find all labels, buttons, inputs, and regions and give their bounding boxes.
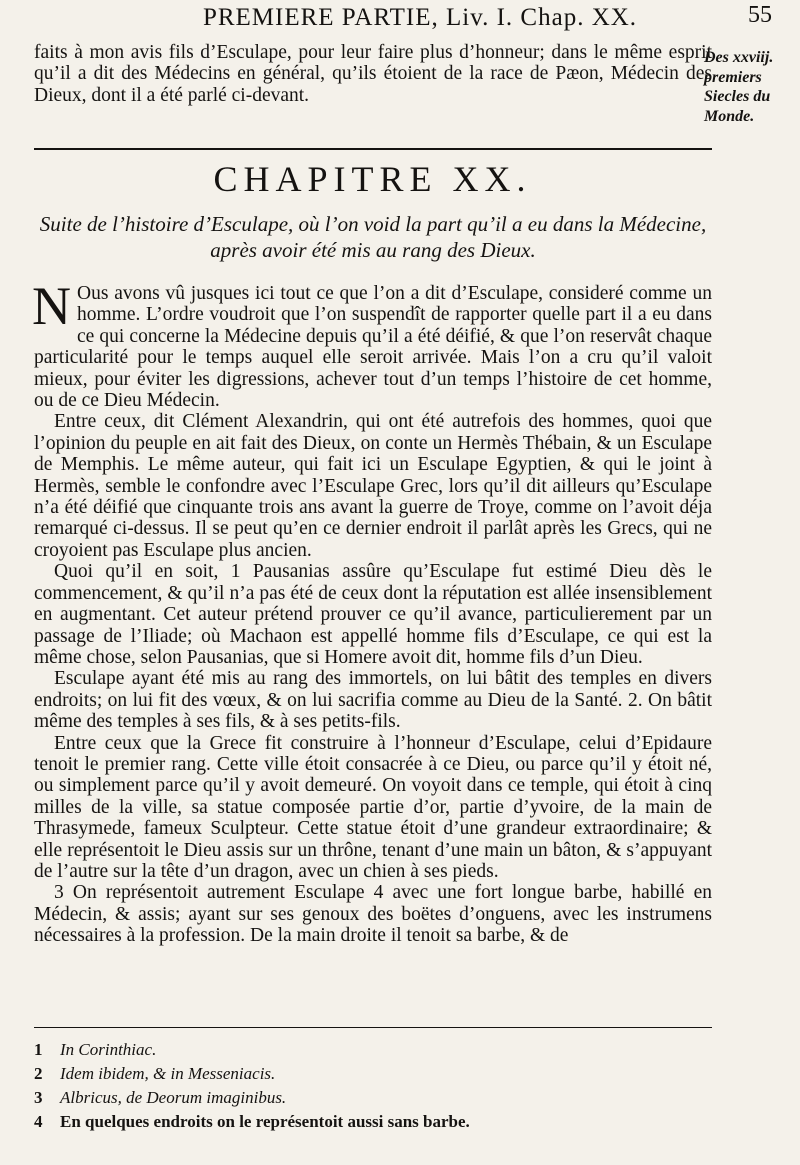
- paragraph-4: Esculape ayant été mis au rang des immortels, on lui bâtit des temples en divers endroits; on lui fit des vœux, & on lui sacrifia comme au Dieu de la Santé. 2. On bâtit même des temples à ses fils, & à ses petits-fils.: [34, 668, 712, 733]
- page-number: 55: [748, 2, 772, 28]
- chapter-title: CHAPITRE XX.: [213, 159, 532, 199]
- paragraph-3: Quoi qu’il en soit, 1 Pausanias assûre qu’Esculape fut estimé Dieu dès le commencement, & qu’il n’a pas été de ceux dont la réputation est allée insensiblement en augmentant. Cet auteur prétend prouver ce qu’il avance, particulierement par un passage de l’Iliade; où Machaon est appellé homme fils d’Esculape, ce qui est la même chose, selon Pausanias, que si Homere avoit dit, homme fils d’un Dieu.: [34, 561, 712, 668]
- footnote-text: Albricus, de Deorum imaginibus.: [60, 1088, 287, 1107]
- intro-text: faits à mon avis fils d’Esculape, pour leur faire plus d’honneur; dans le même esprit qu’il a dit des Médecins en général, qu’ils étoient de la race de Pæon, Médecin des Dieux, dont il a été parlé ci-devant.: [34, 42, 712, 106]
- footnote: [34, 1110, 712, 1134]
- footnotes: [34, 1038, 712, 1134]
- chapter-body: [32, 276, 712, 947]
- drop-cap: N: [32, 276, 71, 336]
- footnote-text: En quelques endroits on le représentoit aussi sans barbe.: [60, 1112, 470, 1131]
- footnote: [34, 1086, 712, 1110]
- footnote: [34, 1062, 712, 1086]
- margin-note: Des xxviij. premiers Siecles du Monde.: [704, 49, 774, 125]
- footnote-text: Idem ibidem, & in Messeniacis.: [60, 1064, 276, 1083]
- footnote-number: 2: [34, 1064, 43, 1083]
- footnote: [34, 1038, 712, 1062]
- paragraph-1-text: Ous avons vû jusques ici tout ce que l’on a dit d’Esculape, consideré comme un homme. L’ordre voudroit que l’on suspendît de rapporter quelle part il a eu dans ce qui concerne la Médecine depuis qu’il a été déifié, & que l’on reservât chaque particularité pour le temps auquel elle seroit arrivée. Mais l’on a cru qu’il valoit mieux, pour éviter les digressions, achever tout d’un temps l’histoire de cet homme, ou de ce Dieu Médecin.: [34, 283, 712, 412]
- chapter-subtitle: Suite de l’histoire d’Esculape, où l’on void la part qu’il a eu dans la Médecine, après avoir été mis au rang des Dieux.: [39, 212, 707, 262]
- paragraph-2: Entre ceux, dit Clément Alexandrin, qui ont été autrefois des hommes, quoi que l’opinion du peuple en ait fait des Dieux, on conte un Hermès Thébain, & un Esculape de Memphis. Le même auteur, qui fait ici un Esculape Egyptien, & qui le joint à Hermès, semble le confondre avec l’Esculape Grec, lors qu’il dit ailleurs qu’Esculape n’a été déifié que cinquante trois ans avant la guerre de Troye, comme on l’avoit déja remarqué ci-dessus. Il se peut qu’en ce dernier endroit il parlât après les Grecs, qui ne croyoient pas Esculape plus ancien.: [34, 411, 712, 561]
- running-head: PREMIERE PARTIE, Liv. I. Chap. XX.: [202, 4, 638, 31]
- footnote-number: 1: [34, 1040, 43, 1059]
- footnote-number: 3: [34, 1088, 43, 1107]
- top-rule: [34, 148, 712, 150]
- paragraph-5: Entre ceux que la Grece fit construire à l’honneur d’Esculape, celui d’Epidaure tenoit le premier rang. Cette ville étoit consacrée à ce Dieu, ou parce qu’il y étoit né, ou simplement parce qu’il y avoit demeuré. On voyoit dans ce temple, qui étoit à cinq milles de la ville, sa statue composée partie d’or, partie d’yvoire, de la main de Thrasymede, fameux Sculpteur. Cette statue étoit d’une grandeur extraordinaire; & elle représentoit le Dieu assis sur un thrône, tenant d’une main un bâton, & s’appuyant de l’autre sur la tête d’un dragon, avec un chien à ses pieds.: [34, 732, 712, 882]
- footnote-number: 4: [34, 1112, 43, 1131]
- paragraph-6: 3 On représentoit autrement Esculape 4 avec une fort longue barbe, habillé en Médecin, & assis; ayant sur ses genoux des boëtes d’onguens, avec les instrumens nécessaires à la profession. De la main droite il tenoit sa barbe, & de: [34, 882, 712, 947]
- paragraph-1: [32, 276, 712, 412]
- footnote-text: In Corinthiac.: [60, 1040, 157, 1059]
- footnote-rule: [34, 1027, 712, 1028]
- intro-paragraph: [34, 42, 712, 106]
